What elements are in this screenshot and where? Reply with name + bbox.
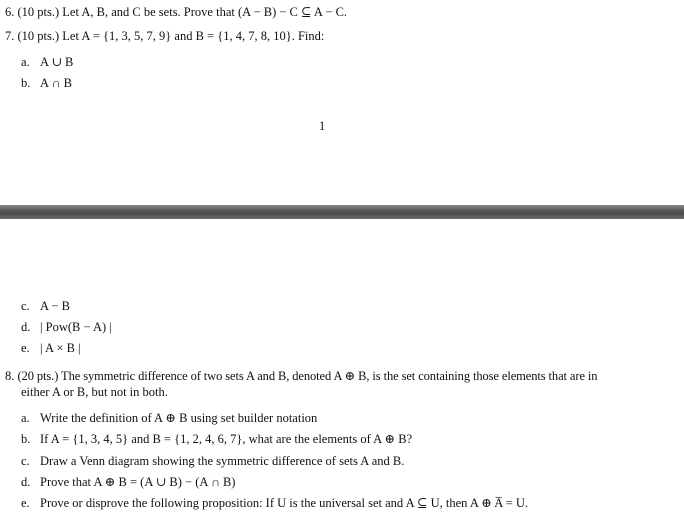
question-7-number: 7. [5, 29, 15, 43]
question-8 [5, 368, 681, 384]
part-label: d. [21, 475, 31, 489]
question-8-number: 8. [5, 369, 15, 383]
question-8-text-line1: (20 pts.) The symmetric difference of two sets A and B, denoted A ⊕ B, is the set containing those elements that are in [17, 369, 598, 383]
question-6 [5, 4, 347, 20]
part-label: e. [21, 341, 30, 355]
question-8-part-e [21, 495, 528, 511]
part-text: Write the definition of A ⊕ B using set builder notation [40, 411, 318, 425]
question-7-text: (10 pts.) Let A = {1, 3, 5, 7, 9} and B = {1, 4, 7, 8, 10}. Find: [17, 29, 325, 43]
part-label: c. [21, 454, 30, 468]
part-text: A ∩ B [40, 76, 72, 90]
question-7 [5, 28, 324, 44]
part-text: A ∪ B [40, 55, 74, 69]
part-text: Draw a Venn diagram showing the symmetric difference of sets A and B. [40, 454, 405, 468]
part-label: e. [21, 496, 30, 510]
question-8-part-c [21, 453, 404, 469]
part-text: A − B [40, 299, 70, 313]
question-6-number: 6. [5, 5, 15, 19]
part-text: Prove or disprove the following proposition: If U is the universal set and A ⊆ U, then A ⊕ A̅ = U. [40, 496, 529, 510]
part-label: b. [21, 76, 31, 90]
page-number: 1 [319, 119, 326, 133]
question-8-part-a [21, 410, 317, 426]
question-7-part-c [21, 298, 70, 314]
question-7-part-e [21, 340, 81, 356]
question-7-part-a [21, 54, 73, 70]
part-label: b. [21, 432, 31, 446]
page-divider [0, 205, 684, 219]
part-label: a. [21, 411, 30, 425]
part-text: If A = {1, 3, 4, 5} and B = {1, 2, 4, 6, 7}, what are the elements of A ⊕ B? [40, 432, 413, 446]
part-text: Prove that A ⊕ B = (A ∪ B) − (A ∩ B) [40, 475, 236, 489]
question-8-part-b [21, 431, 412, 447]
question-8-text-line2: either A or B, but not in both. [21, 385, 168, 399]
question-7-part-b [21, 75, 72, 91]
question-8-continuation [21, 384, 168, 400]
question-6-text: (10 pts.) Let A, B, and C be sets. Prove that (A − B) − C ⊆ A − C. [17, 5, 348, 19]
question-8-part-d [21, 474, 235, 490]
question-7-part-d [21, 319, 112, 335]
part-text: | A × B | [40, 341, 81, 355]
part-label: a. [21, 55, 30, 69]
part-label: c. [21, 299, 30, 313]
part-text: | Pow(B − A) | [40, 320, 112, 334]
part-label: d. [21, 320, 31, 334]
